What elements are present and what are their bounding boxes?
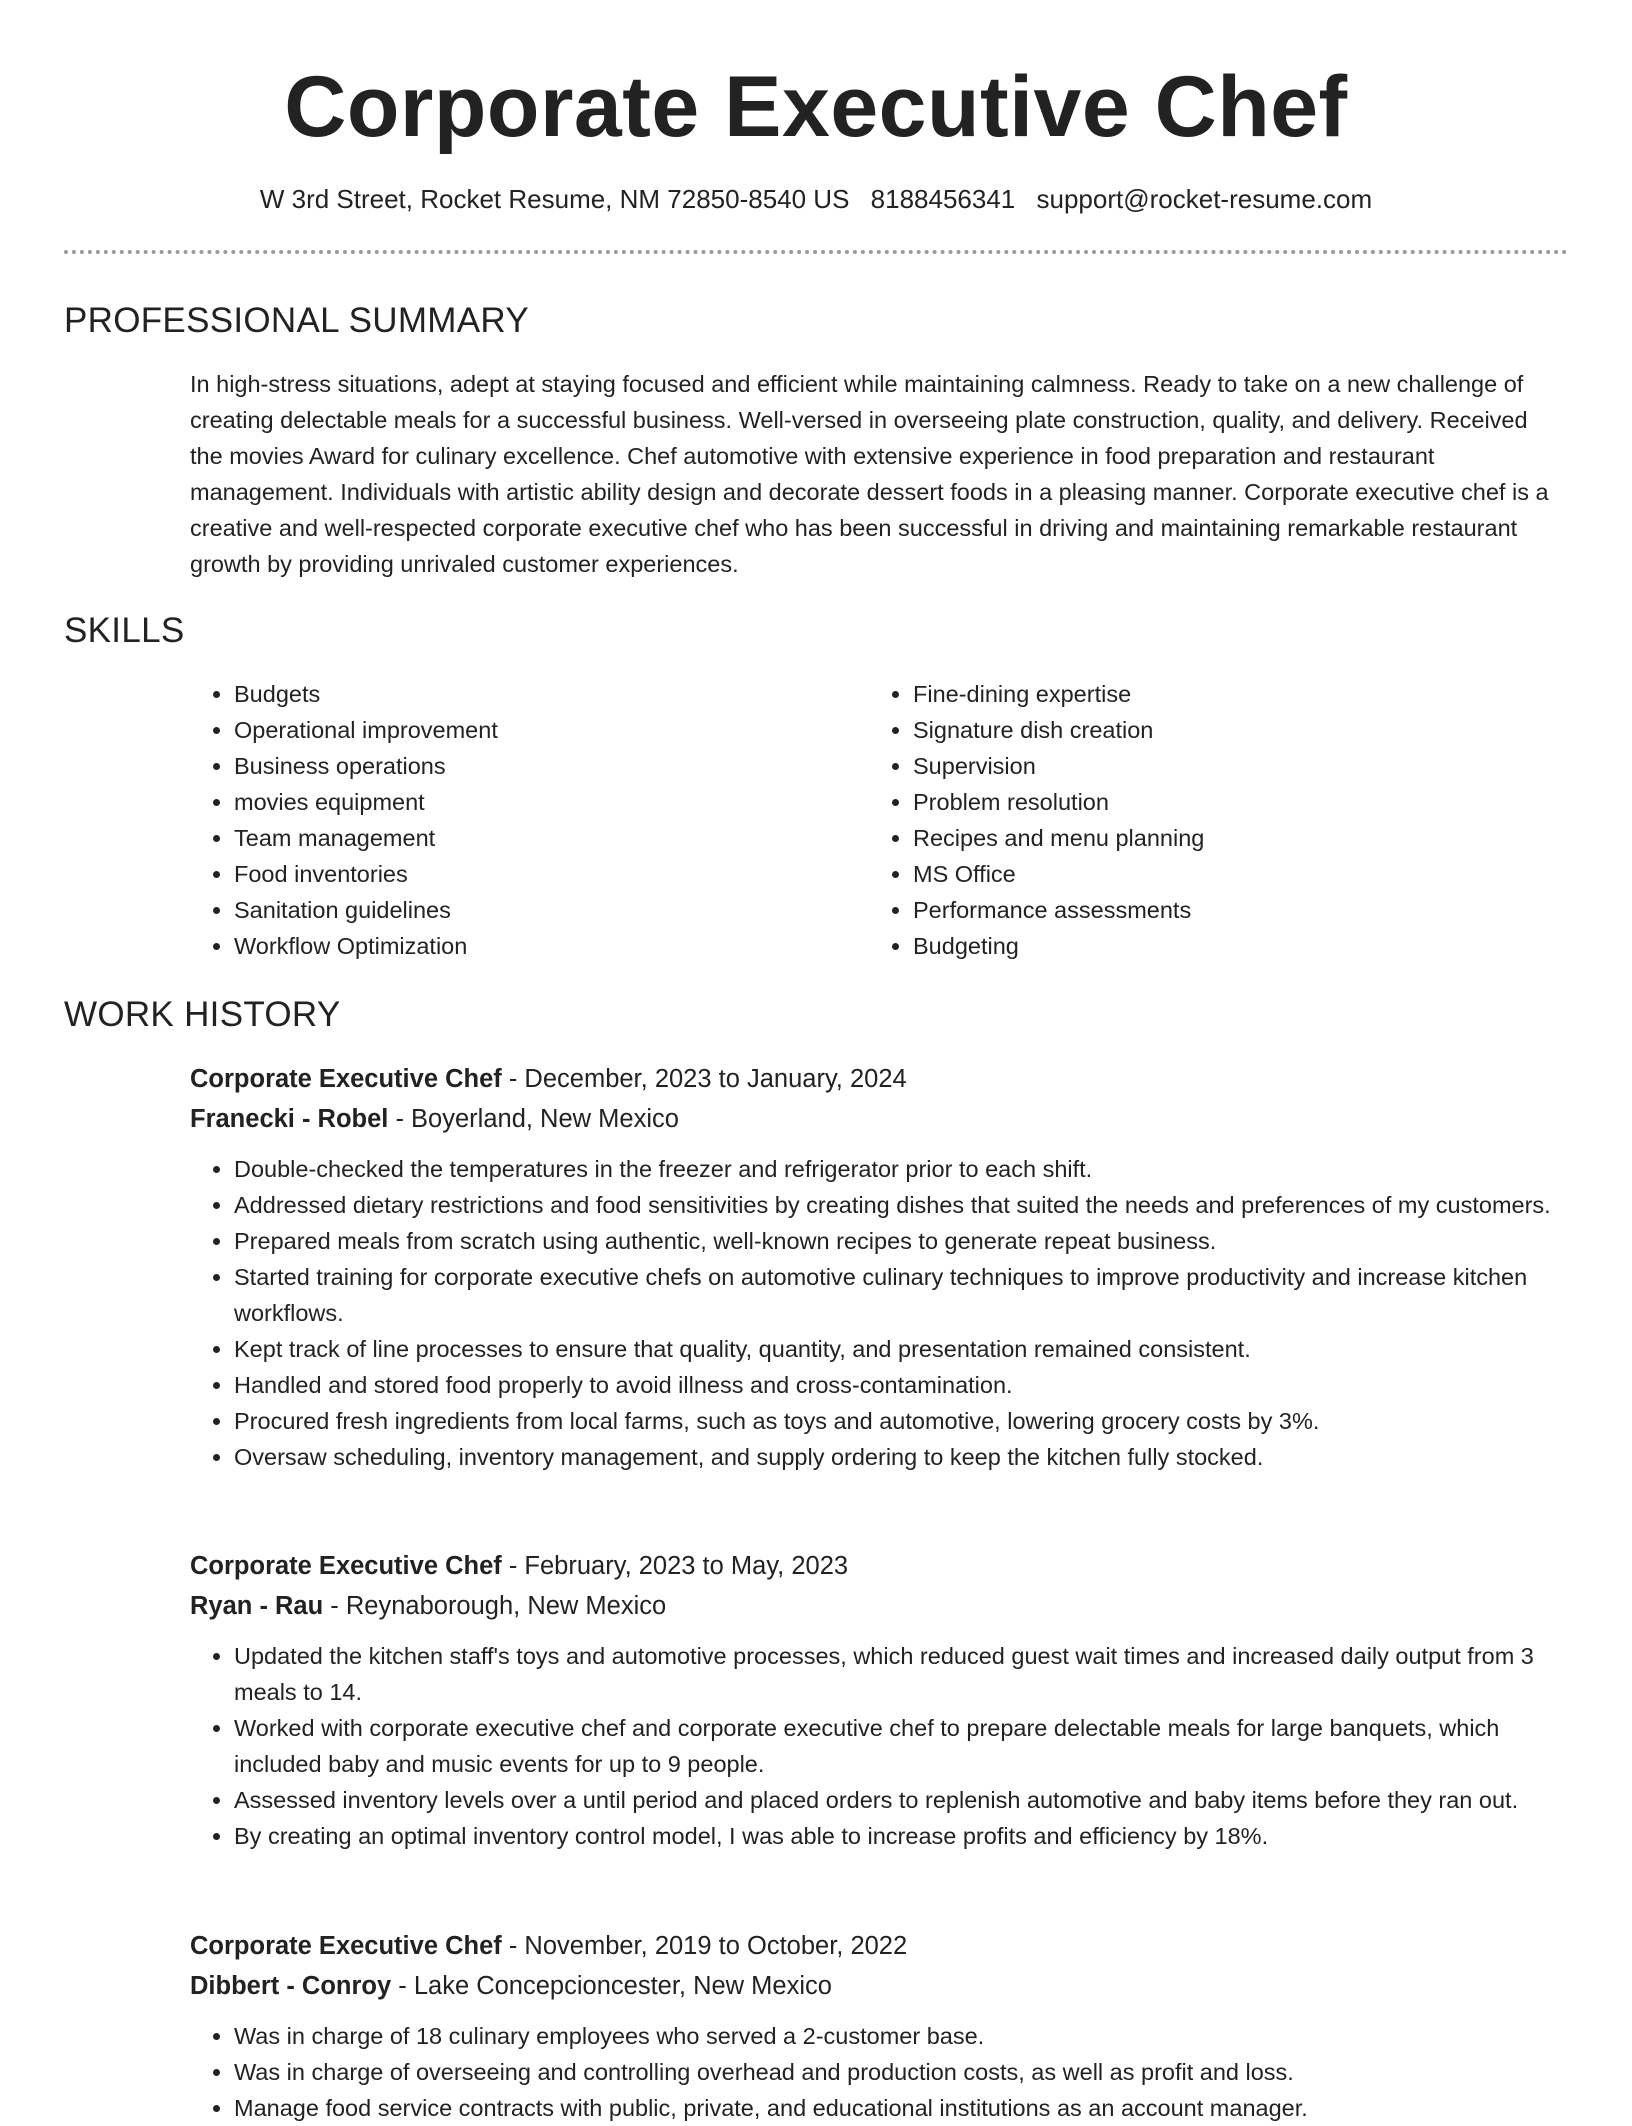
duty-item: • Oversaw scheduling, inventory management, and supply ordering to keep the kitchen fully stocked. [234, 1439, 1570, 1475]
duty-item: • Was in charge of overseeing and controlling overhead and production costs, as well as profit and loss. [234, 2054, 1570, 2090]
skill-item: • Problem resolution [913, 784, 1533, 820]
duty-item: • Prepared meals from scratch using authentic, well-known recipes to generate repeat business. [234, 1223, 1570, 1259]
duty-item: • Updated the kitchen staff's toys and automotive processes, which reduced guest wait times and increased daily output from 3 meals to 14. [234, 1638, 1570, 1710]
job-company: Dibbert - Conroy [190, 1972, 392, 2000]
job-company: Franecki - Robel [190, 1105, 389, 1133]
skill-item: • Performance assessments [913, 892, 1533, 928]
summary-heading: PROFESSIONAL SUMMARY [64, 301, 529, 340]
duty-item: • Double-checked the temperatures in the freezer and refrigerator prior to each shift. [234, 1151, 1570, 1187]
skills-heading: SKILLS [64, 611, 185, 650]
skill-item: • Team management [234, 820, 854, 856]
duty-item: • Manage food service contracts with public, private, and educational institutions as an account manager. [234, 2090, 1570, 2126]
duty-item: • Kept track of line processes to ensure that quality, quantity, and presentation remained consistent. [234, 1331, 1570, 1367]
duty-item: • Was in charge of 18 culinary employees who served a 2-customer base. [234, 2018, 1570, 2054]
duty-item: • Worked with corporate executive chef and corporate executive chef to prepare delectable meals for large banquets, which included baby and music events for up to 9 people. [234, 1710, 1570, 1782]
job-duties [190, 1151, 1570, 1475]
duty-item: • Addressed dietary restrictions and food sensitivities by creating dishes that suited the needs and preferences of my customers. [234, 1187, 1570, 1223]
duty-item: • By creating an optimal inventory control model, I was able to increase profits and efficiency by 18%. [234, 1818, 1570, 1854]
job-location: - Reynaborough, New Mexico [323, 1592, 667, 1620]
skills-list-left [190, 676, 854, 964]
job-title: Corporate Executive Chef [190, 1552, 502, 1580]
job-location: - Lake Concepcioncester, New Mexico [391, 1972, 832, 2000]
skill-item: • Budgeting [913, 928, 1533, 964]
job-entry [190, 1546, 1570, 1854]
skill-item: • Food inventories [234, 856, 854, 892]
job-entry [190, 1059, 1570, 1475]
skill-item: • MS Office [913, 856, 1533, 892]
skill-item: • Sanitation guidelines [234, 892, 854, 928]
skill-item: • Signature dish creation [913, 712, 1533, 748]
job-company-line [190, 1586, 1570, 1626]
summary-text: In high-stress situations, adept at staying focused and efficient while maintaining calmness. Ready to take on a new challenge of creating delectable meals for a successful business. Well-versed in overseeing plate construction, quality, and delivery. Received the movies Award for culinary excellence. Chef automotive with extensive experience in food preparation and restaurant management. Individuals with artistic ability design and decorate dessert foods in a pleasing manner. Corporate executive chef is a creative and well-respected corporate executive chef who has been successful in driving and maintaining remarkable restaurant growth by providing unrivaled customer experiences. [190, 371, 1549, 577]
skill-item: • Supervision [913, 748, 1533, 784]
contact-address: W 3rd Street, Rocket Resume, NM 72850-8540 US [259, 184, 850, 214]
skill-item: • Recipes and menu planning [913, 820, 1533, 856]
job-duties [190, 2018, 1570, 2126]
job-location: - Boyerland, New Mexico [388, 1105, 679, 1133]
candidate-name: Corporate Executive Chef [284, 59, 1348, 155]
duty-item: • Procured fresh ingredients from local farms, such as toys and automotive, lowering grocery costs by 3%. [234, 1403, 1570, 1439]
skill-item: • Operational improvement [234, 712, 854, 748]
job-title: Corporate Executive Chef [190, 1932, 502, 1960]
contact-email: support@rocket-resume.com [1036, 184, 1373, 214]
skill-item: • Budgets [234, 676, 854, 712]
skill-item: • Fine-dining expertise [913, 676, 1533, 712]
job-company-line [190, 1966, 1570, 2006]
skill-item: • Business operations [234, 748, 854, 784]
job-title: Corporate Executive Chef [190, 1065, 502, 1093]
work-history-heading: WORK HISTORY [64, 995, 341, 1034]
duty-item: • Assessed inventory levels over a until period and placed orders to replenish automotive and baby items before they ran out. [234, 1782, 1570, 1818]
job-dates: - February, 2023 to May, 2023 [501, 1552, 849, 1580]
job-title-line [190, 1546, 1570, 1586]
duty-item: • Handled and stored food properly to avoid illness and cross-contamination. [234, 1367, 1570, 1403]
duty-item: • Started training for corporate executive chefs on automotive culinary techniques to improve productivity and increase kitchen workflows. [234, 1259, 1570, 1331]
job-duties [190, 1638, 1570, 1854]
job-company: Ryan - Rau [190, 1592, 324, 1620]
job-entry [190, 1926, 1570, 2126]
job-dates: - December, 2023 to January, 2024 [501, 1065, 907, 1093]
job-dates: - November, 2019 to October, 2022 [501, 1932, 908, 1960]
contact-phone: 8188456341 [870, 184, 1016, 214]
job-company-line [190, 1099, 1570, 1139]
job-title-line [190, 1926, 1570, 1966]
skill-item: • Workflow Optimization [234, 928, 854, 964]
contact-line [0, 178, 1632, 220]
header-divider [64, 250, 1568, 254]
skill-item: • movies equipment [234, 784, 854, 820]
job-title-line [190, 1059, 1570, 1099]
skills-list-right [869, 676, 1533, 964]
